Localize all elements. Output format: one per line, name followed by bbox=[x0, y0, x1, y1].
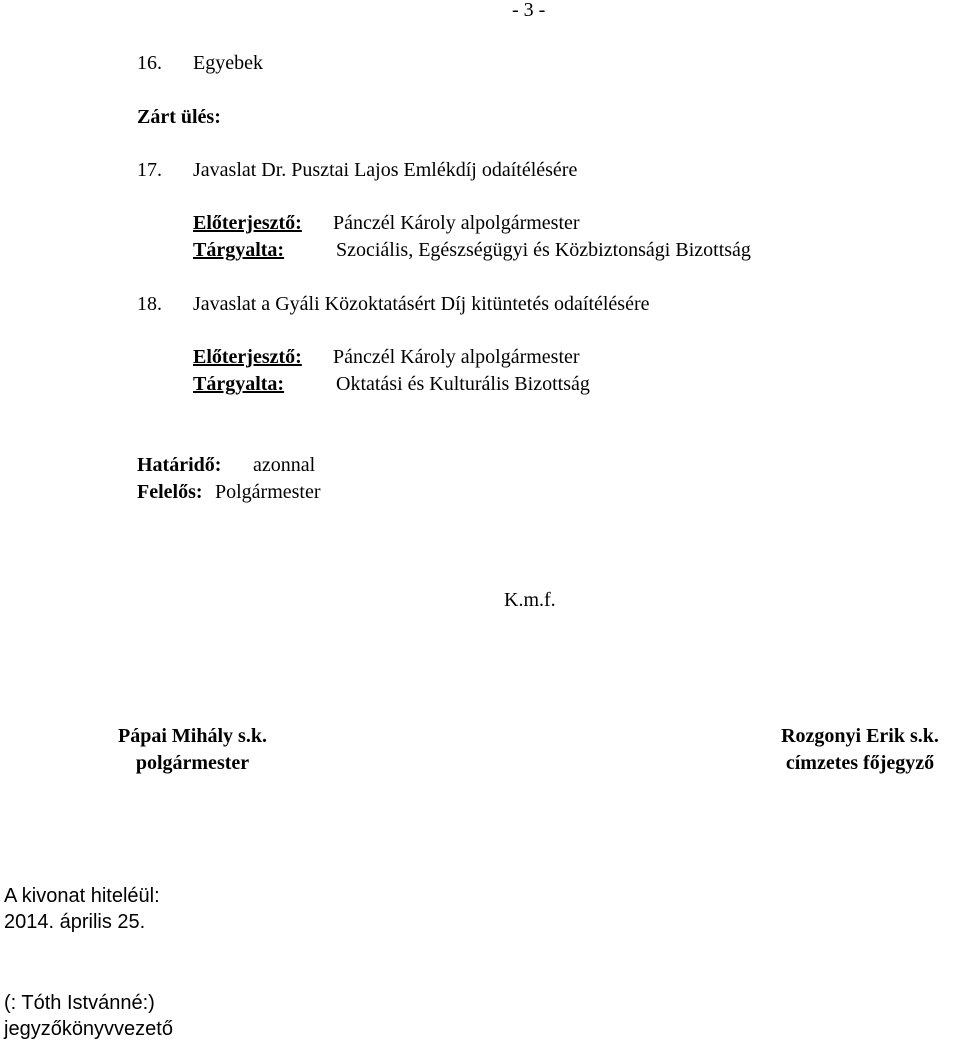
closed-session-heading: Zárt ülés: bbox=[137, 106, 221, 128]
item-18-presenter-label: Előterjesztő: bbox=[193, 346, 302, 368]
deadline-value: azonnal bbox=[253, 454, 316, 476]
item-18-title: Javaslat a Gyáli Közoktatásért Díj kitüntetés odaítélésére bbox=[193, 293, 650, 315]
deadline-label: Határidő: bbox=[137, 454, 222, 476]
certification-line: A kivonat hiteléül: bbox=[4, 885, 160, 907]
page-number: - 3 - bbox=[512, 0, 546, 21]
left-signature-title: polgármester bbox=[135, 752, 250, 774]
certification-name: (: Tóth Istvánné:) bbox=[4, 992, 155, 1014]
item-17-presenter-label: Előterjesztő: bbox=[193, 212, 302, 234]
certification-role: jegyzőkönyvvezető bbox=[4, 1018, 173, 1040]
right-signature-title: címzetes főjegyző bbox=[785, 752, 935, 774]
certification-date: 2014. április 25. bbox=[4, 911, 146, 933]
kmf: K.m.f. bbox=[504, 589, 556, 611]
item-17-number: 17. bbox=[137, 159, 162, 181]
responsible-value: Polgármester bbox=[215, 481, 321, 503]
right-signature-name: Rozgonyi Erik s.k. bbox=[781, 725, 939, 747]
item-18-presenter: Pánczél Károly alpolgármester bbox=[333, 346, 580, 368]
responsible-label: Felelős: bbox=[137, 481, 203, 503]
item-17-title: Javaslat Dr. Pusztai Lajos Emlékdíj odaítélésére bbox=[193, 159, 578, 181]
item-18-number: 18. bbox=[137, 293, 162, 315]
item-17-presenter: Pánczél Károly alpolgármester bbox=[333, 212, 580, 234]
item-17-reviewed-by: Szociális, Egészségügyi és Közbiztonsági Bizottság bbox=[336, 239, 751, 261]
item-18-reviewed-label: Tárgyalta: bbox=[193, 373, 285, 395]
item-16-number: 16. bbox=[137, 52, 162, 74]
item-18-reviewed-by: Oktatási és Kulturális Bizottság bbox=[336, 373, 590, 395]
item-17-reviewed-label: Tárgyalta: bbox=[193, 239, 285, 261]
item-16-title: Egyebek bbox=[193, 52, 263, 74]
left-signature-name: Pápai Mihály s.k. bbox=[118, 725, 267, 747]
